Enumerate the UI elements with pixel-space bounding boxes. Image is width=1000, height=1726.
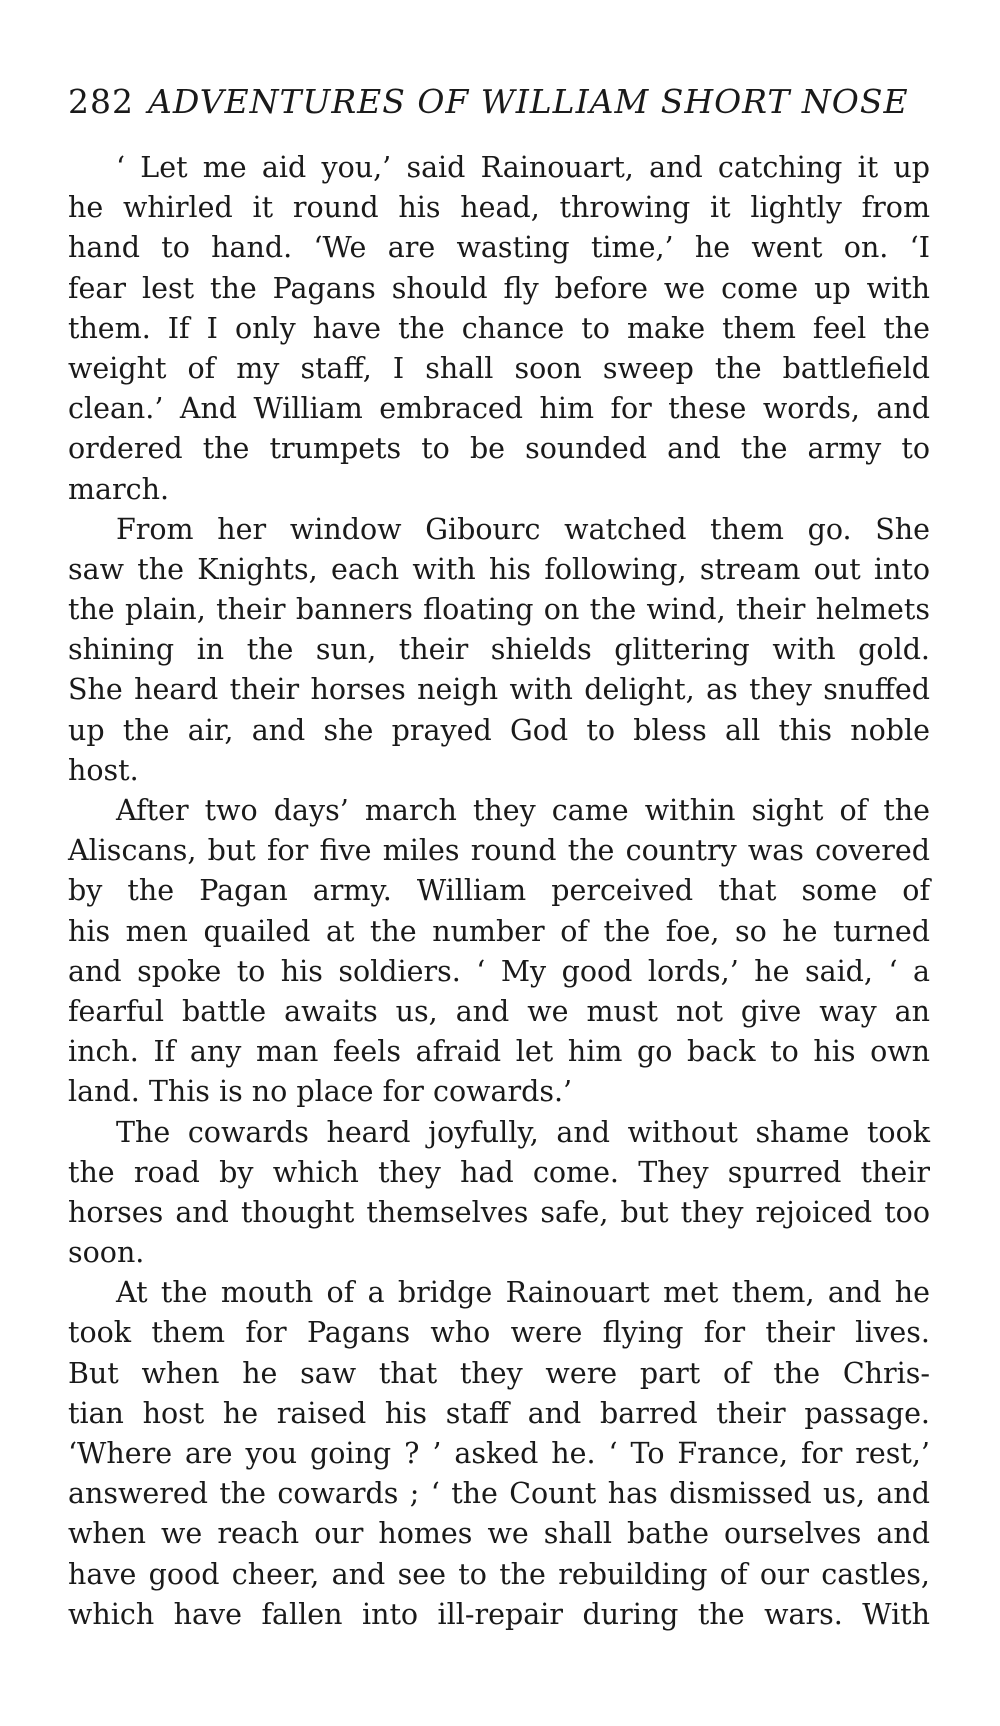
- text-line: She heard their horses neigh with delight, as they snuffed: [68, 673, 930, 707]
- text-line: them. If I only have the chance to make them feel the: [68, 311, 930, 345]
- text-line: weight of my staff, I shall soon sweep the battlefield: [68, 351, 930, 385]
- text-line: clean.’ And William embraced him for these words, and: [68, 392, 930, 426]
- text-line: tian host he raised his staff and barred their passage.: [68, 1396, 930, 1430]
- text-line: inch. If any man feels afraid let him go back to his own: [68, 1035, 930, 1069]
- text-line: From her window Gibourc watched them go. She: [116, 512, 930, 546]
- text-line: fear lest the Pagans should fly before we come up with: [68, 271, 930, 305]
- paragraph-2: [68, 510, 930, 791]
- text-line: which have fallen into ill-repair during the wars. With: [68, 1597, 930, 1631]
- body-text: [68, 148, 930, 1635]
- paragraph-1: [68, 148, 930, 510]
- running-header: [68, 82, 930, 121]
- text-line: shining in the sun, their shields glittering with gold.: [68, 633, 930, 667]
- text-line: Aliscans, but for five miles round the country was covered: [68, 834, 930, 868]
- text-line: the road by which they had come. They spurred their: [68, 1155, 930, 1189]
- text-line: ‘ Let me aid you,’ said Rainouart, and catching it up: [116, 151, 930, 184]
- text-line: saw the Knights, each with his following, stream out into: [68, 552, 930, 586]
- paragraph-3: [68, 791, 930, 1113]
- text-line: answered the cowards ; ‘ the Count has dismissed us, and: [68, 1477, 930, 1511]
- text-line: his men quailed at the number of the foe, so he turned: [68, 914, 930, 948]
- text-line: hand to hand. ‘We are wasting time,’ he went on. ‘I: [68, 231, 930, 265]
- text-line: The cowards heard joyfully, and without shame took: [116, 1115, 930, 1149]
- text-line: the plain, their banners floating on the wind, their helmets: [68, 593, 930, 627]
- page-number: 282: [68, 82, 134, 121]
- text-line: when we reach our homes we shall bathe ourselves and: [68, 1517, 930, 1551]
- text-line: land. This is no place for cowards.’: [68, 1075, 573, 1109]
- paragraph-4: [68, 1113, 930, 1274]
- text-line: up the air, and she prayed God to bless all this noble: [68, 713, 930, 747]
- text-line: After two days’ march they came within sight of the: [116, 794, 930, 827]
- text-line: soon.: [68, 1236, 145, 1270]
- text-line: and spoke to his soldiers. ‘ My good lords,’ he said, ‘ a: [68, 954, 930, 988]
- text-line: horses and thought themselves safe, but they rejoiced too: [68, 1195, 930, 1229]
- text-line: have good cheer, and see to the rebuilding of our castles,: [68, 1557, 930, 1591]
- text-line: At the mouth of a bridge Rainouart met them, and he: [116, 1276, 930, 1310]
- text-line: took them for Pagans who were flying for their lives.: [68, 1316, 930, 1350]
- text-line: ordered the trumpets to be sounded and the army to: [68, 432, 930, 466]
- text-line: he whirled it round his head, throwing it lightly from: [68, 191, 930, 225]
- text-line: host.: [68, 753, 139, 787]
- running-title: ADVENTURES OF WILLIAM SHORT NOSE: [148, 82, 909, 121]
- text-line: by the Pagan army. William perceived that some of: [68, 874, 930, 908]
- paragraph-5: [68, 1273, 930, 1635]
- text-line: march.: [68, 472, 170, 506]
- text-line: But when he saw that they were part of the Chris-: [68, 1356, 930, 1390]
- text-line: fearful battle awaits us, and we must not give way an: [68, 994, 930, 1028]
- text-line: ‘Where are you going ? ’ asked he. ‘ To France, for rest,’: [68, 1437, 930, 1470]
